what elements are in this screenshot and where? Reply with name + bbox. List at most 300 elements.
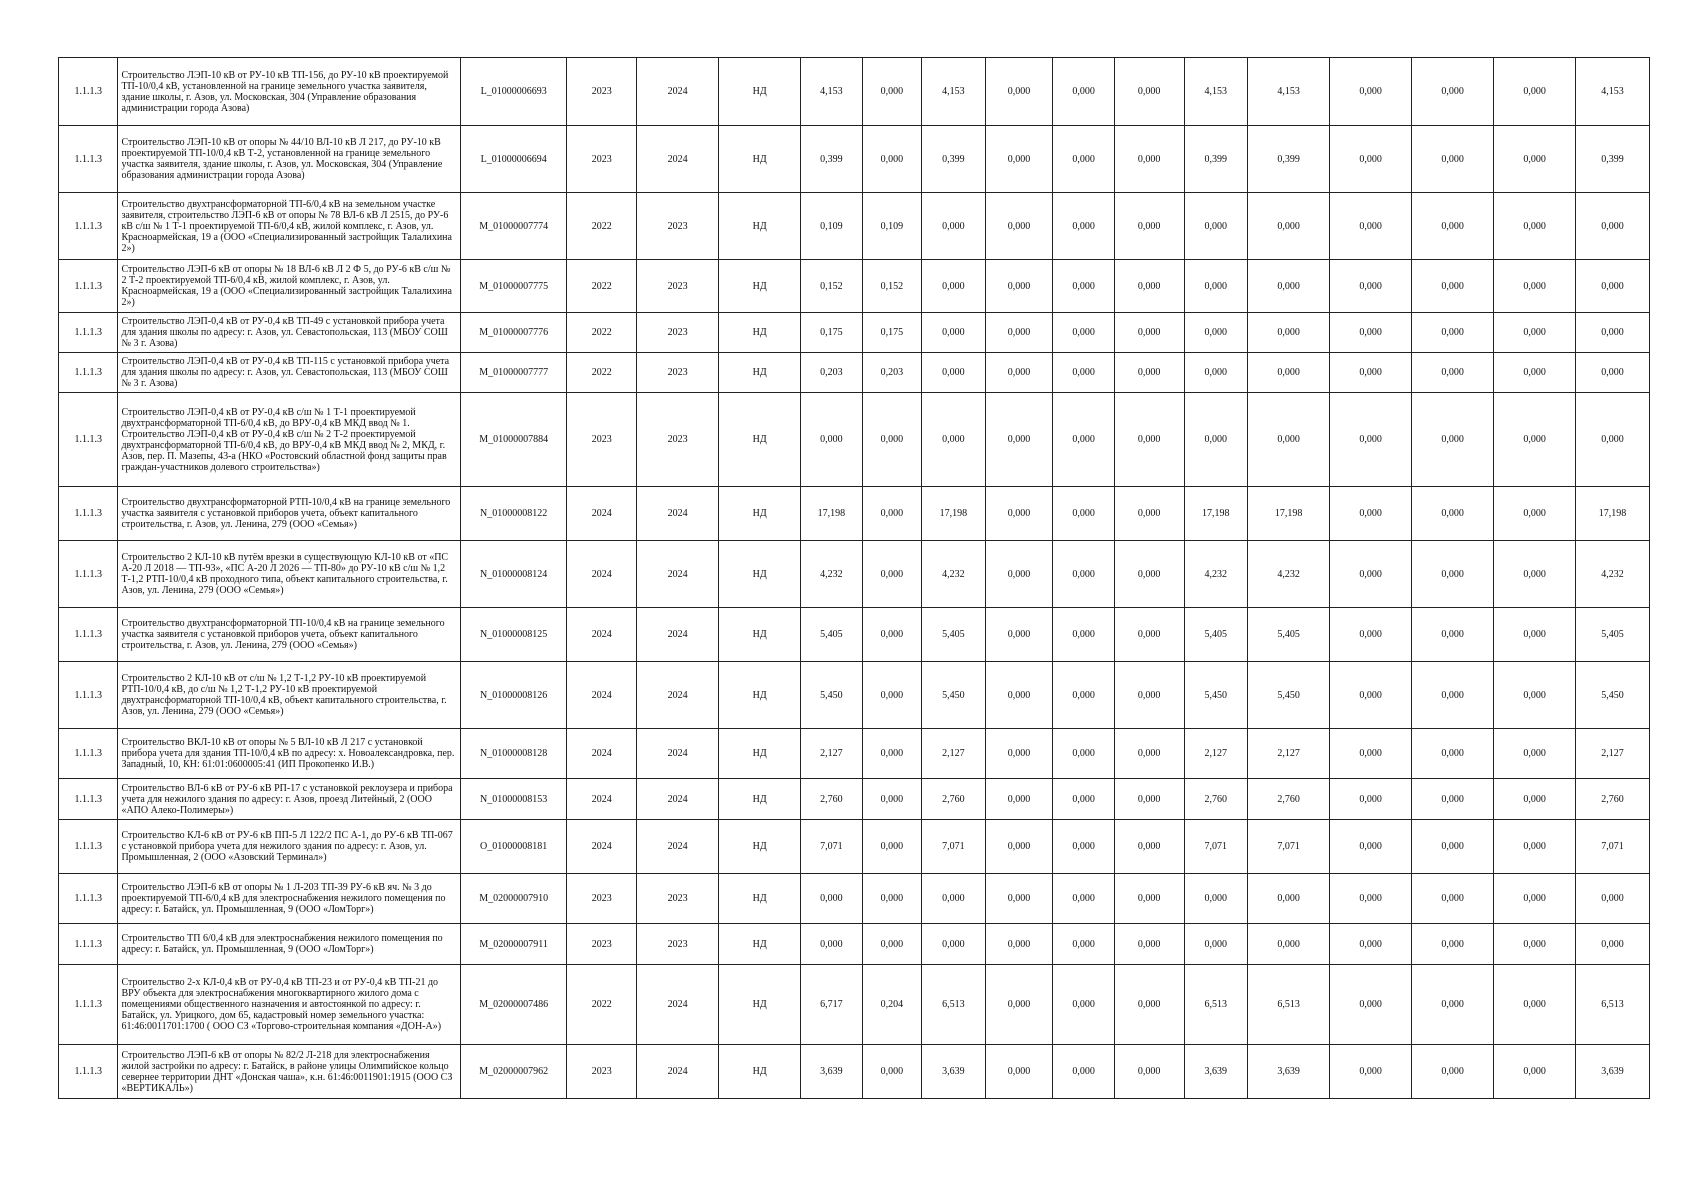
cell-value: 0,000 — [922, 260, 986, 313]
cell-start-year: 2023 — [567, 393, 637, 487]
cell-value: 4,153 — [1184, 58, 1248, 126]
cell-value: 0,000 — [1053, 1045, 1115, 1099]
cell-start-year: 2023 — [567, 924, 637, 965]
cell-item-number: 1.1.1.3 — [59, 608, 118, 662]
cell-value: 0,000 — [801, 874, 863, 924]
cell-value: 0,000 — [1494, 662, 1576, 729]
cell-start-year: 2024 — [567, 729, 637, 779]
cell-value: 0,000 — [1330, 313, 1412, 353]
cell-value: 0,000 — [1330, 193, 1412, 260]
cell-nd-status: НД — [719, 874, 801, 924]
cell-value: 0,000 — [1494, 1045, 1576, 1099]
cell-value: 0,000 — [922, 874, 986, 924]
cell-value: 0,000 — [1053, 487, 1115, 541]
cell-end-year: 2024 — [637, 126, 719, 193]
cell-project-code: M_02000007911 — [460, 924, 567, 965]
cell-value: 0,000 — [1494, 58, 1576, 126]
cell-value: 3,639 — [922, 1045, 986, 1099]
cell-end-year: 2024 — [637, 1045, 719, 1099]
cell-project-code: N_01000008125 — [460, 608, 567, 662]
cell-value: 4,153 — [1248, 58, 1330, 126]
cell-value: 0,000 — [1412, 608, 1494, 662]
cell-value: 0,000 — [1053, 541, 1115, 608]
cell-value: 0,000 — [1248, 393, 1330, 487]
cell-project-code: M_02000007910 — [460, 874, 567, 924]
cell-value: 2,760 — [1184, 779, 1248, 820]
cell-value: 17,198 — [801, 487, 863, 541]
cell-value: 2,760 — [922, 779, 986, 820]
cell-item-number: 1.1.1.3 — [59, 260, 118, 313]
cell-value: 0,000 — [1114, 313, 1184, 353]
cell-value: 0,000 — [1494, 924, 1576, 965]
cell-value: 0,000 — [1412, 662, 1494, 729]
table-row — [59, 729, 1650, 779]
cell-nd-status: НД — [719, 126, 801, 193]
cell-project-code: M_01000007775 — [460, 260, 567, 313]
cell-value: 0,000 — [1184, 353, 1248, 393]
cell-start-year: 2023 — [567, 1045, 637, 1099]
cell-value: 0,000 — [1330, 965, 1412, 1045]
cell-value: 0,000 — [862, 874, 921, 924]
cell-project-code: N_01000008153 — [460, 779, 567, 820]
cell-value: 2,127 — [1248, 729, 1330, 779]
cell-value: 0,000 — [1494, 260, 1576, 313]
cell-value: 6,513 — [1184, 965, 1248, 1045]
cell-item-number: 1.1.1.3 — [59, 729, 118, 779]
cell-value: 0,203 — [862, 353, 921, 393]
cell-value: 0,000 — [1114, 1045, 1184, 1099]
cell-value: 0,000 — [1412, 313, 1494, 353]
cell-value: 7,071 — [1576, 820, 1650, 874]
cell-value: 0,000 — [1494, 126, 1576, 193]
cell-value: 0,000 — [1248, 874, 1330, 924]
cell-value: 0,000 — [1576, 313, 1650, 353]
cell-end-year: 2024 — [637, 541, 719, 608]
cell-project-code: M_02000007486 — [460, 965, 567, 1045]
cell-value: 0,000 — [1114, 487, 1184, 541]
cell-value: 0,000 — [1330, 58, 1412, 126]
table-row — [59, 874, 1650, 924]
cell-value: 6,717 — [801, 965, 863, 1045]
cell-value: 0,000 — [1053, 820, 1115, 874]
cell-value: 0,000 — [1114, 965, 1184, 1045]
cell-value: 0,000 — [862, 662, 921, 729]
table-row — [59, 965, 1650, 1045]
cell-end-year: 2023 — [637, 260, 719, 313]
cell-item-number: 1.1.1.3 — [59, 874, 118, 924]
cell-end-year: 2024 — [637, 662, 719, 729]
table-row — [59, 193, 1650, 260]
cell-value: 4,232 — [922, 541, 986, 608]
cell-value: 4,153 — [922, 58, 986, 126]
cell-value: 0,152 — [801, 260, 863, 313]
cell-value: 0,000 — [985, 260, 1053, 313]
cell-value: 0,000 — [1248, 313, 1330, 353]
cell-value: 0,000 — [1053, 924, 1115, 965]
cell-value: 0,000 — [862, 126, 921, 193]
cell-value: 0,000 — [985, 126, 1053, 193]
cell-value: 5,405 — [801, 608, 863, 662]
cell-value: 0,000 — [1412, 260, 1494, 313]
cell-value: 0,399 — [1184, 126, 1248, 193]
cell-value: 0,000 — [1494, 608, 1576, 662]
cell-value: 0,000 — [1330, 1045, 1412, 1099]
cell-value: 0,000 — [922, 924, 986, 965]
cell-value: 0,000 — [862, 820, 921, 874]
cell-value: 0,000 — [1053, 393, 1115, 487]
cell-end-year: 2024 — [637, 729, 719, 779]
cell-item-number: 1.1.1.3 — [59, 965, 118, 1045]
cell-end-year: 2023 — [637, 353, 719, 393]
cell-start-year: 2022 — [567, 313, 637, 353]
cell-value: 5,450 — [801, 662, 863, 729]
cell-nd-status: НД — [719, 965, 801, 1045]
cell-value: 0,000 — [1576, 353, 1650, 393]
cell-description: Строительство ЛЭП-6 кВ от опоры № 82/2 Л-218 для электроснабжения жилой застройки по адресу: г. Батайск, в районе улицы Олимпийское кольцо севернее территории ДНТ «Донская чаша», к.н. 61:46:0011901:1915 (ООО СЗ «ВЕРТИКАЛЬ») — [118, 1045, 460, 1099]
cell-nd-status: НД — [719, 779, 801, 820]
cell-item-number: 1.1.1.3 — [59, 126, 118, 193]
cell-nd-status: НД — [719, 313, 801, 353]
cell-value: 7,071 — [922, 820, 986, 874]
cell-value: 0,000 — [1184, 313, 1248, 353]
cell-value: 0,000 — [1114, 924, 1184, 965]
cell-value: 0,000 — [1053, 260, 1115, 313]
cell-value: 0,000 — [1412, 541, 1494, 608]
cell-value: 0,000 — [985, 353, 1053, 393]
cell-end-year: 2024 — [637, 58, 719, 126]
cell-value: 4,153 — [1576, 58, 1650, 126]
cell-end-year: 2023 — [637, 393, 719, 487]
cell-value: 5,450 — [922, 662, 986, 729]
cell-value: 17,198 — [1248, 487, 1330, 541]
table-row — [59, 393, 1650, 487]
cell-project-code: N_01000008122 — [460, 487, 567, 541]
cell-value: 3,639 — [1184, 1045, 1248, 1099]
cell-value: 5,450 — [1576, 662, 1650, 729]
cell-value: 0,109 — [801, 193, 863, 260]
cell-value: 0,000 — [1114, 662, 1184, 729]
table-row — [59, 608, 1650, 662]
cell-value: 0,000 — [1114, 541, 1184, 608]
cell-value: 0,000 — [1412, 820, 1494, 874]
cell-value: 0,000 — [1248, 260, 1330, 313]
cell-value: 0,399 — [922, 126, 986, 193]
cell-value: 0,000 — [985, 874, 1053, 924]
table-row — [59, 924, 1650, 965]
cell-value: 5,405 — [1184, 608, 1248, 662]
cell-project-code: O_01000008181 — [460, 820, 567, 874]
cell-value: 0,000 — [1412, 487, 1494, 541]
cell-value: 0,000 — [1053, 313, 1115, 353]
cell-value: 0,000 — [1114, 779, 1184, 820]
cell-value: 0,000 — [985, 58, 1053, 126]
cell-value: 0,175 — [862, 313, 921, 353]
cell-item-number: 1.1.1.3 — [59, 313, 118, 353]
cell-value: 0,000 — [1053, 126, 1115, 193]
cell-value: 0,000 — [1053, 729, 1115, 779]
cell-value: 0,000 — [1412, 924, 1494, 965]
cell-value: 0,000 — [1114, 260, 1184, 313]
cell-value: 0,175 — [801, 313, 863, 353]
cell-value: 0,000 — [1494, 874, 1576, 924]
cell-value: 0,000 — [1494, 313, 1576, 353]
cell-value: 0,000 — [1053, 779, 1115, 820]
cell-value: 0,000 — [985, 1045, 1053, 1099]
cell-value: 0,000 — [1494, 353, 1576, 393]
cell-value: 0,000 — [1330, 608, 1412, 662]
cell-value: 3,639 — [1576, 1045, 1650, 1099]
cell-value: 0,399 — [801, 126, 863, 193]
cell-value: 17,198 — [922, 487, 986, 541]
cell-value: 0,000 — [1184, 260, 1248, 313]
cell-start-year: 2023 — [567, 126, 637, 193]
cell-value: 0,000 — [1114, 729, 1184, 779]
cell-end-year: 2023 — [637, 193, 719, 260]
cell-item-number: 1.1.1.3 — [59, 820, 118, 874]
cell-value: 6,513 — [1248, 965, 1330, 1045]
cell-value: 0,000 — [801, 393, 863, 487]
cell-value: 0,000 — [1576, 924, 1650, 965]
cell-description: Строительство 2-х КЛ-0,4 кВ от РУ-0,4 кВ ТП-23 и от РУ-0,4 кВ ТП-21 до ВРУ объекта для электроснабжения многоквартирного жилого дома с помещениями общественного назначения и автостоянкой по адресу: г. Батайск, ул. Урицкого, дом 65, кадастровый номер земельного участка: 61:46:0011701:1700 ( ООО СЗ «Торгово-строительная компания «ДОН-А») — [118, 965, 460, 1045]
cell-value: 0,000 — [1330, 487, 1412, 541]
cell-value: 0,000 — [985, 608, 1053, 662]
cell-value: 2,760 — [801, 779, 863, 820]
cell-value: 0,000 — [1053, 608, 1115, 662]
cell-value: 0,000 — [1412, 1045, 1494, 1099]
cell-value: 7,071 — [801, 820, 863, 874]
cell-end-year: 2024 — [637, 608, 719, 662]
cell-value: 7,071 — [1184, 820, 1248, 874]
cell-end-year: 2023 — [637, 874, 719, 924]
cell-value: 0,000 — [1330, 729, 1412, 779]
cell-value: 0,000 — [1412, 729, 1494, 779]
cell-value: 0,000 — [1494, 487, 1576, 541]
cell-value: 0,000 — [1576, 260, 1650, 313]
cell-value: 0,000 — [985, 662, 1053, 729]
cell-value: 0,000 — [1114, 874, 1184, 924]
cell-value: 0,000 — [1330, 662, 1412, 729]
cell-item-number: 1.1.1.3 — [59, 58, 118, 126]
cell-value: 0,399 — [1248, 126, 1330, 193]
cell-nd-status: НД — [719, 608, 801, 662]
cell-value: 0,000 — [862, 1045, 921, 1099]
cell-value: 0,000 — [1184, 193, 1248, 260]
cell-value: 0,000 — [1412, 779, 1494, 820]
cell-value: 0,000 — [1494, 541, 1576, 608]
cell-nd-status: НД — [719, 729, 801, 779]
cell-item-number: 1.1.1.3 — [59, 779, 118, 820]
cell-project-code: N_01000008124 — [460, 541, 567, 608]
cell-item-number: 1.1.1.3 — [59, 487, 118, 541]
cell-value: 4,232 — [1248, 541, 1330, 608]
cell-value: 5,405 — [922, 608, 986, 662]
cell-value: 7,071 — [1248, 820, 1330, 874]
cell-nd-status: НД — [719, 541, 801, 608]
cell-value: 0,000 — [1053, 58, 1115, 126]
cell-start-year: 2024 — [567, 608, 637, 662]
cell-value: 0,000 — [1053, 662, 1115, 729]
cell-value: 0,000 — [1114, 820, 1184, 874]
cell-value: 0,000 — [985, 779, 1053, 820]
cell-value: 0,000 — [985, 487, 1053, 541]
cell-description: Строительство ТП 6/0,4 кВ для электроснабжения нежилого помещения по адресу: г. Батайск, ул. Промышленная, 9 (ООО «ЛомТорг») — [118, 924, 460, 965]
cell-value: 2,127 — [1576, 729, 1650, 779]
cell-value: 0,000 — [1330, 393, 1412, 487]
cell-value: 0,000 — [985, 393, 1053, 487]
table-row — [59, 58, 1650, 126]
cell-value: 0,000 — [1184, 924, 1248, 965]
cell-value: 0,000 — [1330, 353, 1412, 393]
cell-value: 0,000 — [1494, 779, 1576, 820]
cell-value: 0,000 — [1114, 126, 1184, 193]
investment-table — [58, 57, 1650, 1099]
cell-value: 0,000 — [862, 393, 921, 487]
table-row — [59, 779, 1650, 820]
cell-value: 0,000 — [985, 924, 1053, 965]
cell-item-number: 1.1.1.3 — [59, 541, 118, 608]
table-row — [59, 1045, 1650, 1099]
cell-value: 0,000 — [922, 313, 986, 353]
cell-item-number: 1.1.1.3 — [59, 393, 118, 487]
cell-description: Строительство ВЛ-6 кВ от РУ-6 кВ РП-17 с установкой реклоузера и прибора учета для нежилого здания по адресу: г. Азов, проезд Литейный, 2 (ООО «АПО Алеко-Полимеры») — [118, 779, 460, 820]
cell-value: 0,000 — [1114, 58, 1184, 126]
cell-value: 0,000 — [1114, 608, 1184, 662]
cell-value: 5,405 — [1248, 608, 1330, 662]
cell-start-year: 2024 — [567, 820, 637, 874]
cell-project-code: M_01000007884 — [460, 393, 567, 487]
cell-value: 2,127 — [922, 729, 986, 779]
cell-value: 4,232 — [1576, 541, 1650, 608]
cell-item-number: 1.1.1.3 — [59, 924, 118, 965]
cell-description: Строительство ЛЭП-6 кВ от опоры № 1 Л-203 ТП-39 РУ-6 кВ яч. № 3 до проектируемой ТП-6/0,4 кВ для электроснабжения нежилого помещения по адресу: г. Батайск, ул. Промышленная, 9 (ООО «ЛомТорг») — [118, 874, 460, 924]
cell-nd-status: НД — [719, 353, 801, 393]
cell-value: 0,204 — [862, 965, 921, 1045]
cell-project-code: M_01000007777 — [460, 353, 567, 393]
cell-description: Строительство ЛЭП-6 кВ от опоры № 18 ВЛ-6 кВ Л 2 Ф 5, до РУ-6 кВ с/ш № 2 Т-2 проектируемой ТП-6/0,4 кВ, жилой комплекс, г. Азов, ул. Красноармейская, 19 а (ООО «Специализированный застройщик Талалихина 2») — [118, 260, 460, 313]
cell-value: 0,000 — [862, 487, 921, 541]
cell-value: 17,198 — [1184, 487, 1248, 541]
cell-value: 5,405 — [1576, 608, 1650, 662]
cell-value: 0,000 — [922, 193, 986, 260]
cell-value: 0,000 — [922, 353, 986, 393]
table-body — [59, 58, 1650, 1099]
cell-value: 0,000 — [1330, 541, 1412, 608]
cell-start-year: 2023 — [567, 874, 637, 924]
cell-nd-status: НД — [719, 487, 801, 541]
cell-description: Строительство КЛ-6 кВ от РУ-6 кВ ПП-5 Л 122/2 ПС А-1, до РУ-6 кВ ТП-067 с установкой прибора учета для нежилого здания по адресу: г. Азов, ул. Промышленная, 2 (ООО «Азовский Терминал») — [118, 820, 460, 874]
cell-value: 0,000 — [862, 608, 921, 662]
cell-value: 2,760 — [1576, 779, 1650, 820]
cell-value: 4,232 — [1184, 541, 1248, 608]
table-row — [59, 260, 1650, 313]
cell-start-year: 2024 — [567, 779, 637, 820]
cell-value: 5,450 — [1248, 662, 1330, 729]
cell-nd-status: НД — [719, 820, 801, 874]
cell-value: 0,000 — [862, 779, 921, 820]
cell-value: 0,109 — [862, 193, 921, 260]
cell-value: 0,000 — [1412, 393, 1494, 487]
table-row — [59, 353, 1650, 393]
cell-value: 0,000 — [1330, 260, 1412, 313]
cell-value: 0,000 — [1248, 353, 1330, 393]
cell-value: 0,000 — [1494, 965, 1576, 1045]
cell-project-code: L_01000006694 — [460, 126, 567, 193]
cell-nd-status: НД — [719, 393, 801, 487]
cell-start-year: 2024 — [567, 487, 637, 541]
cell-value: 0,000 — [985, 729, 1053, 779]
cell-value: 0,000 — [1330, 924, 1412, 965]
cell-value: 0,000 — [1576, 393, 1650, 487]
cell-value: 0,000 — [1114, 393, 1184, 487]
cell-value: 0,000 — [1330, 779, 1412, 820]
cell-value: 0,000 — [862, 924, 921, 965]
table-row — [59, 662, 1650, 729]
cell-description: Строительство ЛЭП-0,4 кВ от РУ-0,4 кВ с/ш № 1 Т-1 проектируемой двухтрансформаторной ТП-6/0,4 кВ, до ВРУ-0,4 кВ МКД ввод № 1. Строительство ЛЭП-0,4 кВ от РУ-0,4 кВ с/ш № 2 Т-2 проектируемой двухтрансформаторной ТП-6/0,4 кВ, до ВРУ-0,4 кВ МКД ввод № 2, МКД, г. Азов, пер. П. Мазепы, 43-а (НКО «Ростовский областной фонд защиты прав граждан-участников долевого строительства») — [118, 393, 460, 487]
table-row — [59, 126, 1650, 193]
cell-value: 0,000 — [1494, 393, 1576, 487]
cell-value: 0,000 — [1412, 965, 1494, 1045]
cell-value: 4,232 — [801, 541, 863, 608]
table-row — [59, 487, 1650, 541]
table-row — [59, 313, 1650, 353]
cell-description: Строительство двухтрансформаторной ТП-10/0,4 кВ на границе земельного участка заявителя с установкой приборов учета, объект капитального строительства, г. Азов, ул. Ленина, 279 (ООО «Семья») — [118, 608, 460, 662]
cell-description: Строительство ВКЛ-10 кВ от опоры № 5 ВЛ-10 кВ Л 217 с установкой прибора учета для здания ТП-10/0,4 кВ по адресу: х. Новоалександровка, пер. Западный, 10, КН: 61:01:0600005:41 (ИП Прокопенко И.В.) — [118, 729, 460, 779]
cell-nd-status: НД — [719, 924, 801, 965]
cell-start-year: 2022 — [567, 193, 637, 260]
cell-start-year: 2022 — [567, 260, 637, 313]
cell-value: 0,000 — [1494, 193, 1576, 260]
cell-value: 0,000 — [1114, 353, 1184, 393]
cell-value: 2,127 — [1184, 729, 1248, 779]
cell-value: 0,000 — [801, 924, 863, 965]
cell-end-year: 2024 — [637, 965, 719, 1045]
cell-nd-status: НД — [719, 58, 801, 126]
cell-value: 0,000 — [1053, 193, 1115, 260]
table-row — [59, 820, 1650, 874]
cell-description: Строительство 2 КЛ-10 кВ от с/ш № 1,2 Т-1,2 РУ-10 кВ проектируемой РТП-10/0,4 кВ, до с/ш № 1,2 Т-1,2 РУ-10 кВ проектируемой двухтрансформаторной ТП-10/0,4 кВ, объект капитального строительства, г. Азов, ул. Ленина, 279 (ООО «Семья») — [118, 662, 460, 729]
cell-value: 6,513 — [922, 965, 986, 1045]
cell-value: 5,450 — [1184, 662, 1248, 729]
cell-description: Строительство двухтрансформаторной ТП-6/0,4 кВ на земельном участке заявителя, строительство ЛЭП-6 кВ от опоры № 78 ВЛ-6 кВ Л 2515, до РУ-6 кВ с/ш № 1 Т-1 проектируемой ТП-6/0,4 кВ, жилой комплекс, г. Азов, ул. Красноармейская, 19 а (ООО «Специализированный застройщик Талалихина 2») — [118, 193, 460, 260]
cell-start-year: 2022 — [567, 353, 637, 393]
cell-value: 4,153 — [801, 58, 863, 126]
cell-start-year: 2024 — [567, 662, 637, 729]
cell-start-year: 2023 — [567, 58, 637, 126]
cell-value: 0,000 — [1114, 193, 1184, 260]
cell-nd-status: НД — [719, 193, 801, 260]
cell-project-code: N_01000008126 — [460, 662, 567, 729]
cell-value: 0,000 — [985, 541, 1053, 608]
cell-description: Строительство двухтрансформаторной РТП-10/0,4 кВ на границе земельного участка заявителя с установкой приборов учета, объект капитального строительства, г. Азов, ул. Ленина, 279 (ООО «Семья») — [118, 487, 460, 541]
cell-value: 0,000 — [1494, 729, 1576, 779]
cell-value: 0,000 — [1494, 820, 1576, 874]
cell-end-year: 2023 — [637, 924, 719, 965]
cell-value: 0,000 — [1412, 353, 1494, 393]
cell-value: 0,000 — [1576, 874, 1650, 924]
cell-project-code: M_02000007962 — [460, 1045, 567, 1099]
cell-value: 0,399 — [1576, 126, 1650, 193]
cell-value: 3,639 — [801, 1045, 863, 1099]
cell-value: 0,203 — [801, 353, 863, 393]
cell-project-code: N_01000008128 — [460, 729, 567, 779]
cell-value: 3,639 — [1248, 1045, 1330, 1099]
cell-value: 2,760 — [1248, 779, 1330, 820]
cell-value: 0,000 — [1248, 193, 1330, 260]
cell-value: 0,000 — [922, 393, 986, 487]
cell-project-code: L_01000006693 — [460, 58, 567, 126]
cell-value: 0,000 — [862, 729, 921, 779]
cell-nd-status: НД — [719, 662, 801, 729]
